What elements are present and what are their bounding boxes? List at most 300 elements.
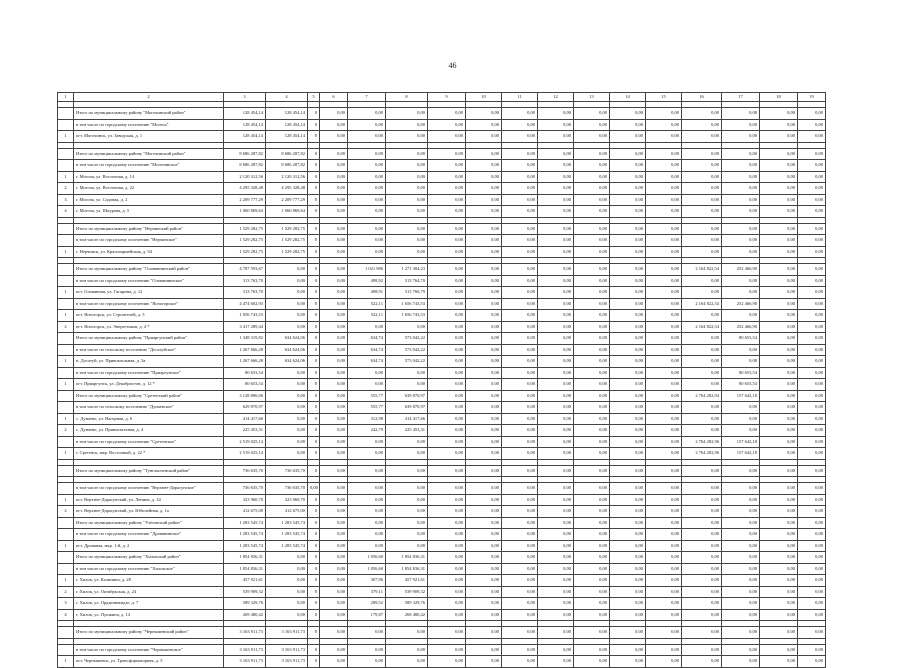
row-number-cell	[58, 148, 74, 160]
value-cell: 0,00	[466, 119, 502, 131]
row-number-cell	[58, 563, 74, 575]
row-number-cell: 1	[58, 540, 74, 552]
value-cell: 0,00	[646, 183, 682, 195]
value-cell: 3 163 911,73	[266, 656, 308, 668]
value-cell: 1 056 743,53	[224, 310, 266, 322]
value-cell: 0,00	[266, 413, 308, 425]
value-cell: 0,00	[760, 379, 798, 391]
value-cell: 0,00	[646, 206, 682, 218]
value-cell: 0,00	[266, 586, 308, 598]
value-cell: 1 056,60	[348, 563, 386, 575]
address-cell: пгт. Могочинск, ул. Заводская, д. 1	[74, 131, 224, 143]
value-cell: 0,00	[610, 563, 646, 575]
value-cell: 0,00	[466, 609, 502, 621]
value-cell: 0,00	[722, 183, 760, 195]
table-row	[58, 171, 826, 183]
value-cell: 0,00	[646, 598, 682, 610]
value-cell: 0,00	[538, 223, 574, 235]
value-cell: 0,00	[760, 148, 798, 160]
value-cell: 0,00	[610, 160, 646, 172]
value-cell: 0,00	[574, 575, 610, 587]
subtotal-row	[58, 465, 826, 477]
value-cell: 0,00	[466, 586, 502, 598]
value-cell: 2 209 777,29	[266, 194, 308, 206]
value-cell: 0,00	[574, 235, 610, 247]
address-cell: г. Хилок, ул. Орджоникидзе, д. 7	[74, 598, 224, 610]
value-cell: 1 529 282,75	[224, 235, 266, 247]
value-cell: 252 466,90	[722, 264, 760, 276]
value-cell: 0	[308, 148, 320, 160]
address-cell: г. Нерчинск, ул. Красноармейская, д. 94	[74, 246, 224, 258]
value-cell: 0,00	[320, 506, 348, 518]
value-cell: 0,00	[266, 390, 308, 402]
value-cell: 1 021 986	[348, 264, 386, 276]
value-cell: 0,00	[428, 436, 466, 448]
value-cell: 0,00	[682, 644, 722, 656]
value-cell: 0,00	[502, 517, 538, 529]
value-cell: 0,00	[320, 119, 348, 131]
value-cell: 0,00	[646, 264, 682, 276]
value-cell: 0,00	[502, 540, 538, 552]
value-cell: 0,00	[760, 119, 798, 131]
column-number-cell: 14	[610, 93, 646, 102]
value-cell: 0,00	[266, 402, 308, 414]
value-cell: 0,00	[538, 379, 574, 391]
value-cell: 0,00	[682, 465, 722, 477]
value-cell: 0,00	[320, 246, 348, 258]
column-number-cell: 6	[320, 93, 348, 102]
value-cell: 3 163 911,73	[266, 627, 308, 639]
value-cell: 0,00	[538, 235, 574, 247]
value-cell: 0,00	[574, 517, 610, 529]
value-cell: 313 763,70	[224, 275, 266, 287]
value-cell: 0,00	[428, 552, 466, 564]
value-cell: 736 635,70	[224, 465, 266, 477]
value-cell: 0,00	[386, 529, 428, 541]
value-cell: 0,00	[798, 390, 826, 402]
subtotal-row	[58, 275, 826, 287]
address-cell: Итого по муниципальному району "Хилокский район"	[74, 552, 224, 564]
value-cell: 0,00	[428, 563, 466, 575]
value-cell: 0,00	[646, 436, 682, 448]
address-cell: Итого по муниципальному району "Чернышевский район"	[74, 627, 224, 639]
value-cell: 0,00	[646, 246, 682, 258]
value-cell: 0,00	[760, 183, 798, 195]
value-cell: 0,00	[682, 131, 722, 143]
value-cell: 0,00	[760, 344, 798, 356]
value-cell: 0,00	[348, 246, 386, 258]
value-cell: 0,00	[348, 656, 386, 668]
value-cell: 0,00	[610, 119, 646, 131]
value-cell: 0,00	[646, 413, 682, 425]
value-cell: 0,00	[574, 194, 610, 206]
value-cell: 0,00	[798, 108, 826, 120]
column-number-cell: 1	[58, 93, 74, 102]
value-cell: 0	[308, 402, 320, 414]
value-cell: 0,00	[320, 131, 348, 143]
value-cell: 0,00	[502, 413, 538, 425]
value-cell: 1 529 282,75	[266, 223, 308, 235]
value-cell: 0,00	[798, 287, 826, 299]
value-cell: 0	[308, 656, 320, 668]
value-cell: 0,00	[538, 333, 574, 345]
value-cell: 0,00	[348, 321, 386, 333]
value-cell: 0,00	[428, 131, 466, 143]
value-cell: 0,00	[760, 656, 798, 668]
value-cell: 0	[308, 644, 320, 656]
address-cell: г. Могоча, ул. Шкурова, д. 5	[74, 206, 224, 218]
value-cell: 1 529 282,75	[266, 235, 308, 247]
value-cell: 0,00	[574, 160, 610, 172]
value-cell: 634 624,06	[266, 344, 308, 356]
table-row	[58, 183, 826, 195]
value-cell: 0,00	[574, 206, 610, 218]
value-cell: 0,00	[348, 171, 386, 183]
value-cell: 573 042,22	[386, 344, 428, 356]
value-cell: 0,00	[502, 235, 538, 247]
value-cell: 0,00	[386, 171, 428, 183]
subtotal-row	[58, 552, 826, 564]
value-cell: 0,00	[646, 321, 682, 333]
value-cell: 0,00	[428, 183, 466, 195]
value-cell: 0,00	[646, 223, 682, 235]
value-cell: 0,00	[610, 333, 646, 345]
row-number-cell: 1	[58, 131, 74, 143]
table-row	[58, 575, 826, 587]
value-cell: 1 283 545,74	[266, 529, 308, 541]
value-cell: 0,00	[646, 465, 682, 477]
value-cell: 1 656 743,53	[386, 310, 428, 322]
value-cell: 0,00	[348, 223, 386, 235]
address-cell: в том числе по городскому поселению "Чернышевское"	[74, 644, 224, 656]
value-cell: 0,00	[538, 264, 574, 276]
value-cell: 589 329,76	[224, 598, 266, 610]
subtotal-row	[58, 148, 826, 160]
value-cell: 0,00	[266, 264, 308, 276]
address-cell: г. Хилок, ул. Калинина, д. 28	[74, 575, 224, 587]
value-cell: 225 453,31	[386, 425, 428, 437]
value-cell: 0,00	[466, 194, 502, 206]
value-cell: 0,00	[466, 575, 502, 587]
value-cell: 0,00	[798, 575, 826, 587]
value-cell: 0,00	[502, 586, 538, 598]
address-cell: в том числе по городскому поселению "Ясногорское"	[74, 298, 224, 310]
value-cell: 0,00	[320, 483, 348, 495]
value-cell: 412 675,00	[224, 506, 266, 518]
value-cell: 0,00	[610, 627, 646, 639]
row-number-cell	[58, 627, 74, 639]
value-cell: 0,00	[386, 131, 428, 143]
value-cell: 0,00	[646, 108, 682, 120]
value-cell: 0,00	[646, 333, 682, 345]
value-cell: 522,11	[348, 298, 386, 310]
value-cell: 0,00	[502, 379, 538, 391]
value-cell: 0,00	[386, 506, 428, 518]
value-cell: 3 417 289,44	[224, 321, 266, 333]
address-cell: в том числе по городскому поселению "Дровянинское"	[74, 529, 224, 541]
value-cell: 0,00	[466, 148, 502, 160]
value-cell: 0,00	[574, 552, 610, 564]
value-cell: 0	[308, 367, 320, 379]
value-cell: 0,00	[798, 171, 826, 183]
value-cell: 0,00	[760, 310, 798, 322]
value-cell: 0,00	[320, 206, 348, 218]
value-cell: 0,00	[610, 436, 646, 448]
value-cell: 0,00	[502, 119, 538, 131]
value-cell: 0,00	[798, 223, 826, 235]
value-cell: 4 474 602,93	[224, 298, 266, 310]
value-cell: 539 909,32	[386, 586, 428, 598]
value-cell: 0,00	[646, 194, 682, 206]
value-cell: 128 454,14	[266, 108, 308, 120]
value-cell: 0,00	[682, 402, 722, 414]
value-cell: 0	[308, 436, 320, 448]
value-cell: 0,00	[538, 627, 574, 639]
value-cell: 2 519 025,14	[224, 436, 266, 448]
value-cell: 639 870,97	[386, 390, 428, 402]
value-cell: 0,00	[348, 494, 386, 506]
value-cell: 0,00	[722, 246, 760, 258]
value-cell: 0,00	[760, 206, 798, 218]
value-cell: 0,00	[428, 379, 466, 391]
value-cell: 0,00	[386, 465, 428, 477]
value-cell: 0	[308, 575, 320, 587]
value-cell: 0,00	[348, 506, 386, 518]
table-row	[58, 131, 826, 143]
value-cell: 0,00	[502, 206, 538, 218]
value-cell: 0,00	[502, 264, 538, 276]
value-cell: 0,00	[320, 609, 348, 621]
row-number-cell	[58, 235, 74, 247]
value-cell: 1 283 545,74	[224, 517, 266, 529]
value-cell: 0,00	[348, 517, 386, 529]
value-cell: 0,00	[682, 108, 722, 120]
value-cell: 0,00	[466, 287, 502, 299]
column-number-cell: 9	[428, 93, 466, 102]
value-cell: 0,00	[760, 448, 798, 460]
value-cell: 0,00	[386, 321, 428, 333]
value-cell: 0,00	[574, 644, 610, 656]
value-cell: 0,00	[502, 402, 538, 414]
address-cell: Итого по муниципальному району "Сретенский район"	[74, 390, 224, 402]
value-cell: 0,00	[722, 171, 760, 183]
value-cell: 0,00	[466, 183, 502, 195]
value-cell: 0,00	[610, 598, 646, 610]
value-cell: 0,00	[574, 483, 610, 495]
value-cell: 0,00	[682, 275, 722, 287]
value-cell: 0,00	[574, 310, 610, 322]
value-cell: 0,00	[466, 517, 502, 529]
value-cell: 1 056,60	[348, 552, 386, 564]
value-cell: 0,00	[574, 506, 610, 518]
value-cell: 0,00	[722, 119, 760, 131]
address-cell: пгт. Верхнее-Дарасунский, ул. Юбилейная, д. 1а	[74, 506, 224, 518]
value-cell: 0,00	[646, 448, 682, 460]
value-cell: 0,00	[574, 321, 610, 333]
value-cell: 0,00	[428, 540, 466, 552]
value-cell: 0,00	[682, 235, 722, 247]
value-cell: 0,00	[760, 563, 798, 575]
subtotal-row	[58, 333, 826, 345]
value-cell: 209,52	[348, 598, 386, 610]
value-cell: 0,00	[682, 160, 722, 172]
value-cell: 0,00	[428, 494, 466, 506]
report-sheet	[57, 92, 821, 668]
value-cell: 1 529 282,75	[224, 246, 266, 258]
value-cell: 0,00	[428, 148, 466, 160]
value-cell: 589 329,76	[386, 598, 428, 610]
value-cell: 573 042,22	[386, 356, 428, 368]
value-cell: 0,00	[266, 275, 308, 287]
address-cell: Итого по муниципальному району "Могочинский район"	[74, 108, 224, 120]
column-number-cell: 7	[348, 93, 386, 102]
value-cell: 0,00	[502, 425, 538, 437]
value-cell: 0,00	[466, 223, 502, 235]
value-cell: 0,00	[320, 540, 348, 552]
value-cell: 0,00	[682, 627, 722, 639]
value-cell: 0,00	[502, 344, 538, 356]
address-cell: в том числе по городскому поселению "Нерчинское"	[74, 235, 224, 247]
column-number-cell: 17	[722, 93, 760, 102]
value-cell: 0,00	[386, 448, 428, 460]
row-number-cell	[58, 436, 74, 448]
value-cell: 0,00	[466, 494, 502, 506]
value-cell: 0,00	[320, 644, 348, 656]
value-cell: 2 164 822,54	[682, 298, 722, 310]
value-cell: 0,00	[428, 194, 466, 206]
value-cell: 0,00	[574, 529, 610, 541]
value-cell: 307,96	[348, 575, 386, 587]
row-number-cell: 1	[58, 356, 74, 368]
value-cell: 0,00	[538, 483, 574, 495]
value-cell: 0	[308, 413, 320, 425]
value-cell: 0,00	[502, 494, 538, 506]
row-number-cell	[58, 160, 74, 172]
value-cell: 0,00	[348, 160, 386, 172]
value-cell: 0,00	[320, 108, 348, 120]
value-cell: 0,00	[428, 598, 466, 610]
value-cell: 0,00	[722, 575, 760, 587]
subtotal-row	[58, 119, 826, 131]
value-cell: 0,00	[538, 131, 574, 143]
subtotal-row	[58, 627, 826, 639]
value-cell: 0	[308, 425, 320, 437]
value-cell: 4 295 328,48	[224, 183, 266, 195]
value-cell: 0,00	[386, 160, 428, 172]
value-cell: 0,00	[682, 656, 722, 668]
value-cell: 313 764,70	[386, 275, 428, 287]
value-cell: 0,00	[760, 194, 798, 206]
value-cell: 0,00	[320, 298, 348, 310]
value-cell: 2 519 025,14	[224, 448, 266, 460]
value-cell: 0,00	[646, 390, 682, 402]
value-cell: 0,00	[646, 494, 682, 506]
value-cell: 1 283 545,74	[266, 517, 308, 529]
row-number-cell: 1	[58, 246, 74, 258]
value-cell: 0,00	[610, 356, 646, 368]
value-cell: 0,00	[538, 436, 574, 448]
value-cell: 128 454,14	[224, 108, 266, 120]
value-cell: 0,00	[466, 627, 502, 639]
value-cell: 0,00	[760, 367, 798, 379]
value-cell: 0,00	[538, 540, 574, 552]
value-cell: 0,00	[428, 321, 466, 333]
row-number-cell: 3	[58, 598, 74, 610]
value-cell: 0,00	[760, 287, 798, 299]
row-number-cell	[58, 108, 74, 120]
row-number-cell: 2	[58, 506, 74, 518]
value-cell: 0,00	[798, 552, 826, 564]
value-cell: 0,00	[682, 598, 722, 610]
value-cell: 0,00	[428, 609, 466, 621]
subtotal-row	[58, 483, 826, 495]
value-cell: 0,00	[428, 402, 466, 414]
value-cell: 80 653,54	[722, 367, 760, 379]
value-cell: 323 960,70	[266, 494, 308, 506]
value-cell: 0,00	[798, 275, 826, 287]
value-cell: 0,00	[798, 235, 826, 247]
value-cell: 0,00	[266, 310, 308, 322]
value-cell: 0	[308, 465, 320, 477]
value-cell: 1 854 836,31	[224, 563, 266, 575]
value-cell: 0,00	[538, 402, 574, 414]
value-cell: 0	[308, 448, 320, 460]
column-number-cell: 12	[538, 93, 574, 102]
data-table	[57, 92, 826, 668]
value-cell: 0,00	[466, 160, 502, 172]
value-cell: 0,00	[798, 656, 826, 668]
value-cell: 0,00	[760, 131, 798, 143]
value-cell: 0,00	[682, 310, 722, 322]
value-cell: 0,00	[722, 148, 760, 160]
column-number-cell: 3	[224, 93, 266, 102]
value-cell: 0,00	[386, 540, 428, 552]
value-cell: 269 480,42	[224, 609, 266, 621]
value-cell: 629 870,97	[224, 402, 266, 414]
value-cell: 0,00	[646, 552, 682, 564]
value-cell: 0,00	[646, 148, 682, 160]
value-cell: 0,00	[320, 310, 348, 322]
row-number-cell: 2	[58, 183, 74, 195]
value-cell: 2 764 282,96	[682, 436, 722, 448]
value-cell: 0,00	[760, 333, 798, 345]
value-cell: 0,00	[538, 598, 574, 610]
value-cell: 0,00	[610, 264, 646, 276]
value-cell: 1 529 282,75	[266, 246, 308, 258]
value-cell: 0,00	[682, 494, 722, 506]
value-cell: 0,00	[466, 333, 502, 345]
value-cell: 80 653,54	[224, 379, 266, 391]
value-cell: 0,00	[428, 246, 466, 258]
value-cell: 1 267 666,28	[224, 344, 266, 356]
value-cell: 0	[308, 390, 320, 402]
value-cell: 0,00	[682, 413, 722, 425]
value-cell: 0,00	[502, 483, 538, 495]
address-cell: пгт. Приаргунск, ул. Декабристов, д. 12 *	[74, 379, 224, 391]
value-cell: 0,00	[610, 656, 646, 668]
value-cell: 0,00	[574, 298, 610, 310]
value-cell: 0,00	[428, 298, 466, 310]
row-number-cell: 1	[58, 448, 74, 460]
value-cell: 1 854 836,31	[224, 552, 266, 564]
value-cell: 157 642,18	[722, 448, 760, 460]
value-cell: 555,77	[348, 402, 386, 414]
table-row	[58, 321, 826, 333]
value-cell: 0,00	[798, 194, 826, 206]
value-cell: 1 283 545,74	[266, 540, 308, 552]
value-cell: 0,00	[760, 425, 798, 437]
value-cell: 0,00	[610, 552, 646, 564]
